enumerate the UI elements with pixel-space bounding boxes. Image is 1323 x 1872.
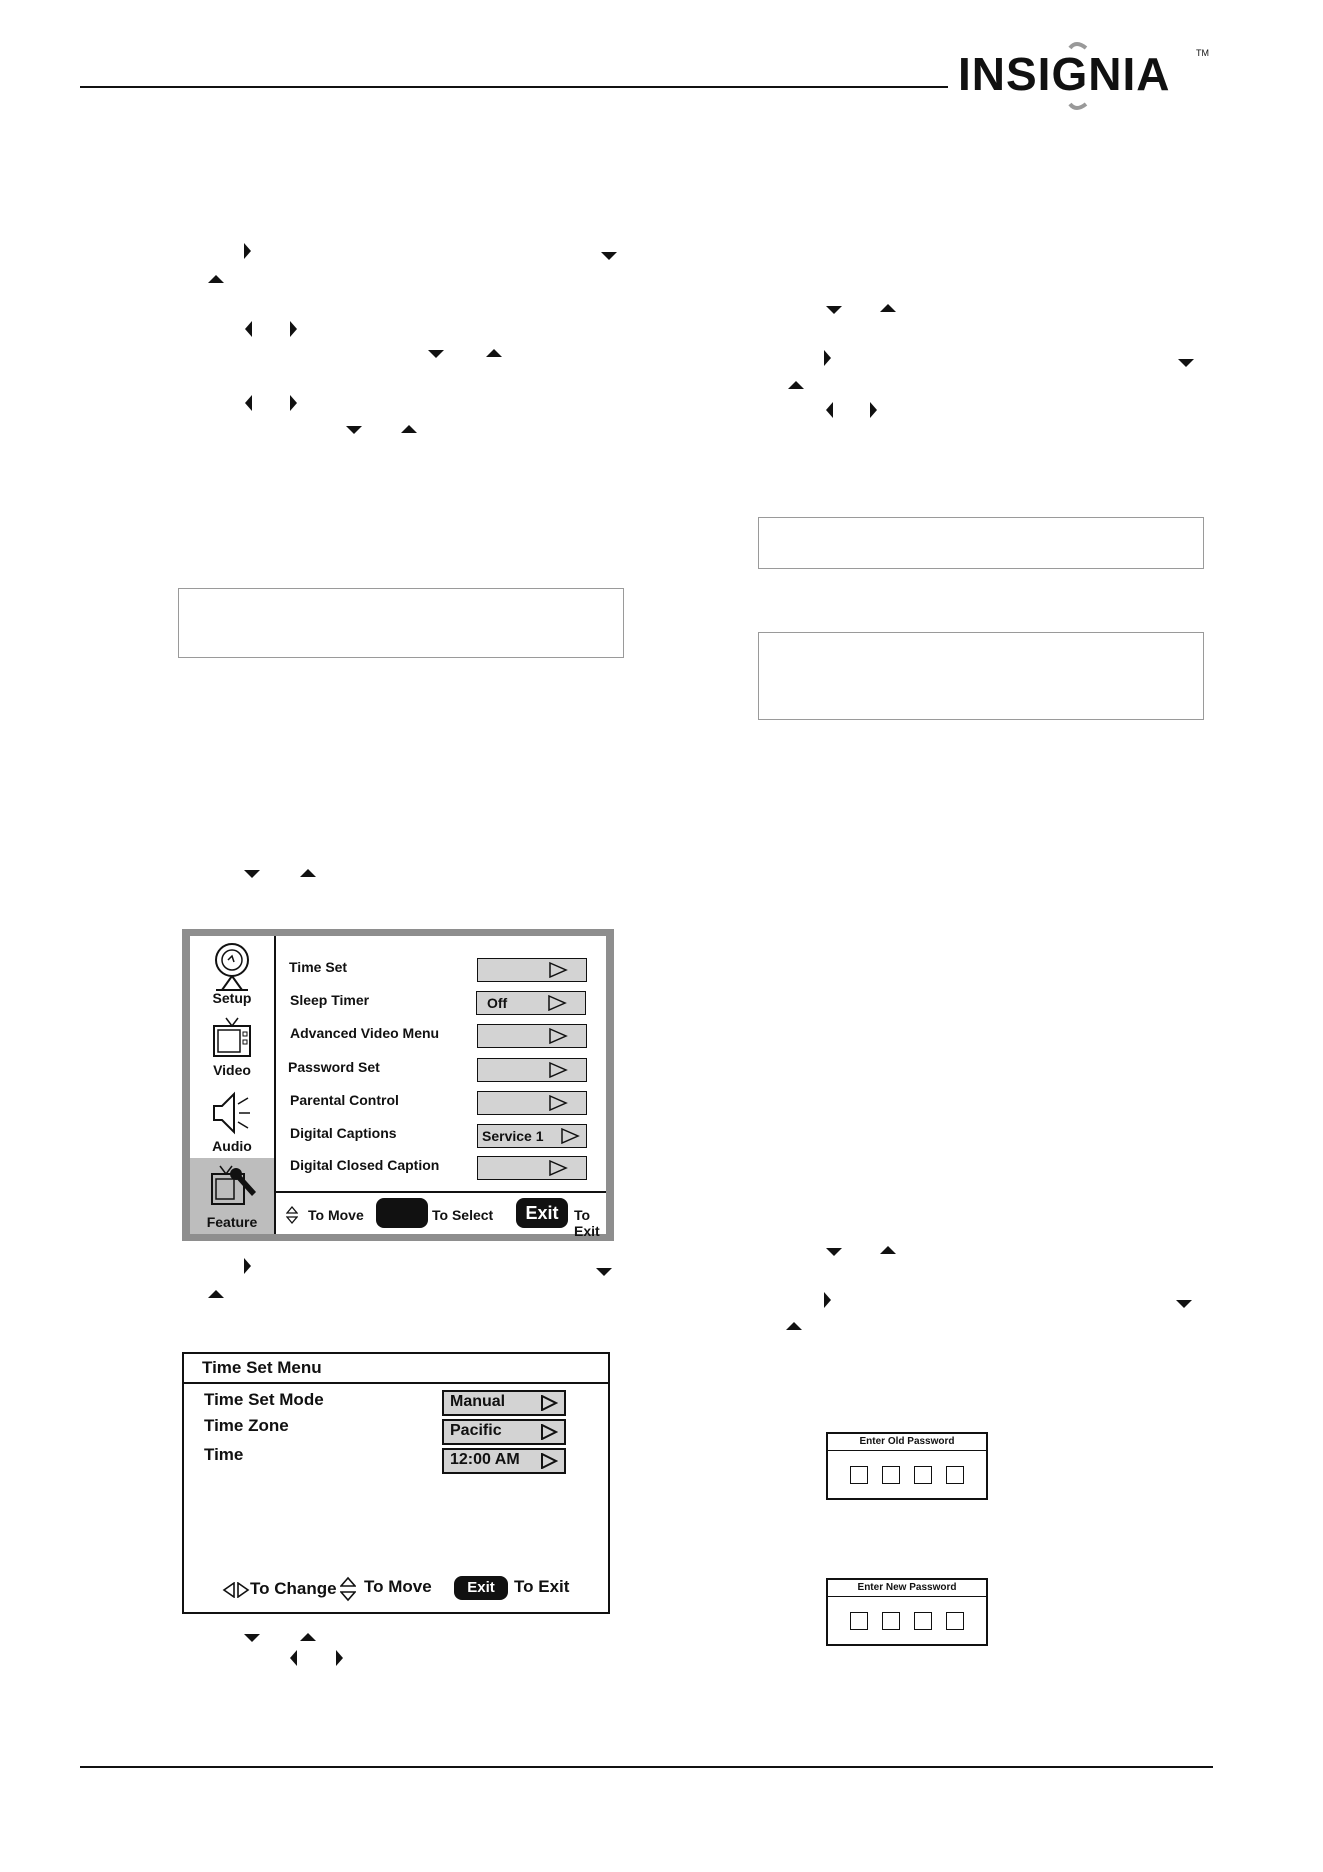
left-arrow-icon [245,321,252,337]
menu-row-value[interactable]: Pacific [442,1419,566,1445]
tab-feature[interactable] [190,1158,276,1234]
down-arrow-icon [428,350,444,358]
brand-text: INSIGNIA [958,48,1171,100]
play-arrow-icon [548,962,568,978]
exit-key: Exit [516,1198,568,1228]
down-arrow-icon [346,426,362,434]
note-box [758,517,1204,569]
password-digit-box[interactable] [946,1466,964,1484]
select-key [376,1198,428,1228]
menu-row-label[interactable]: Time [204,1445,244,1464]
menu-row-value[interactable]: Manual [442,1390,566,1416]
menu-item-value[interactable]: Service 1 [477,1124,587,1148]
up-down-icon [286,1205,298,1225]
tab-label: Video [213,1062,251,1078]
right-arrow-icon [290,395,297,411]
menu-item-label[interactable]: Digital Closed Caption [290,1157,440,1173]
right-arrow-icon [336,1650,343,1666]
exit-hint: To Exit [574,1207,600,1239]
dialog-title: Enter New Password [828,1580,986,1597]
password-digit-box[interactable] [914,1612,932,1630]
right-arrow-icon [824,350,831,366]
password-digit-box[interactable] [946,1612,964,1630]
up-arrow-icon [401,425,417,433]
exit-hint: To Exit [514,1577,570,1596]
right-arrow-icon [290,321,297,337]
down-arrow-icon [826,1248,842,1256]
old-password-dialog [826,1432,988,1500]
up-arrow-icon [880,1246,896,1254]
down-arrow-icon [1178,359,1194,367]
play-arrow-icon [548,1160,568,1176]
up-arrow-icon [786,1322,802,1330]
menu-item-value[interactable] [477,1058,587,1082]
password-digit-box[interactable] [914,1466,932,1484]
note-box [758,632,1204,720]
tab-label: Audio [212,1138,252,1154]
down-arrow-icon [244,1634,260,1642]
up-arrow-icon [208,1290,224,1298]
menu-item-value[interactable] [477,1156,587,1180]
new-password-dialog [826,1578,988,1646]
play-arrow-icon [548,1028,568,1044]
menu-footer [276,1191,606,1239]
up-down-icon [340,1576,356,1602]
tv-icon [210,1016,254,1064]
password-digit-box[interactable] [850,1466,868,1484]
down-arrow-icon [244,870,260,878]
up-arrow-icon [880,304,896,312]
tab-setup[interactable] [190,936,276,1012]
left-arrow-icon [245,395,252,411]
up-arrow-icon [208,275,224,283]
menu-item-label[interactable]: Digital Captions [290,1125,397,1141]
dialog-title: Enter Old Password [828,1434,986,1451]
play-arrow-icon [560,1128,580,1144]
menu-item-value[interactable] [477,1091,587,1115]
tv-wrench-icon [210,1164,260,1214]
satellite-dish-icon [210,942,254,992]
feature-menu [182,929,614,1241]
time-set-menu [182,1352,610,1614]
menu-item-label[interactable]: Parental Control [290,1092,399,1108]
insignia-logo [958,42,1218,112]
down-arrow-icon [826,306,842,314]
menu-item-label[interactable]: Time Set [289,959,348,975]
footer-rule [80,1766,1213,1768]
right-arrow-icon [244,1258,251,1274]
tab-video[interactable] [190,1010,276,1084]
exit-key: Exit [454,1576,508,1600]
password-digit-box[interactable] [850,1612,868,1630]
down-arrow-icon [1176,1300,1192,1308]
menu-item-value[interactable] [477,1024,587,1048]
down-arrow-icon [601,252,617,260]
tab-audio[interactable] [190,1082,276,1160]
menu-item-value[interactable] [477,958,587,982]
up-arrow-icon [486,349,502,357]
svg-text:TM: TM [1196,48,1209,58]
play-arrow-icon [547,995,567,1011]
menu-row-value[interactable]: 12:00 AM [442,1448,566,1474]
menu-row-label[interactable]: Time Set Mode [204,1390,324,1409]
menu-row-label[interactable]: Time Zone [204,1416,289,1435]
right-arrow-icon [824,1292,831,1308]
up-arrow-icon [788,381,804,389]
play-arrow-icon [548,1062,568,1078]
menu-item-label[interactable]: Password Set [288,1059,380,1075]
up-arrow-icon [300,869,316,877]
move-hint: To Move [308,1207,364,1223]
select-hint: To Select [432,1207,494,1223]
move-hint: To Move [364,1577,432,1596]
note-box [178,588,624,658]
down-arrow-icon [596,1268,612,1276]
right-arrow-icon [244,243,251,259]
play-arrow-icon [540,1395,558,1411]
tab-label: Setup [212,990,252,1006]
menu-title: Time Set Menu [184,1354,608,1384]
left-right-icon [222,1582,250,1598]
password-digit-box[interactable] [882,1466,900,1484]
header-rule [80,86,948,88]
right-arrow-icon [870,402,877,418]
menu-item-label[interactable]: Sleep Timer [290,992,370,1008]
menu-item-label[interactable]: Advanced Video Menu [290,1025,440,1041]
speaker-icon [210,1088,254,1138]
menu-item-value[interactable]: Off [476,991,586,1015]
play-arrow-icon [540,1453,558,1469]
change-hint: To Change [250,1579,337,1598]
left-arrow-icon [290,1650,297,1666]
play-arrow-icon [540,1424,558,1440]
play-arrow-icon [548,1095,568,1111]
password-digit-box[interactable] [882,1612,900,1630]
left-arrow-icon [826,402,833,418]
tab-label: Feature [206,1214,258,1230]
up-arrow-icon [300,1633,316,1641]
